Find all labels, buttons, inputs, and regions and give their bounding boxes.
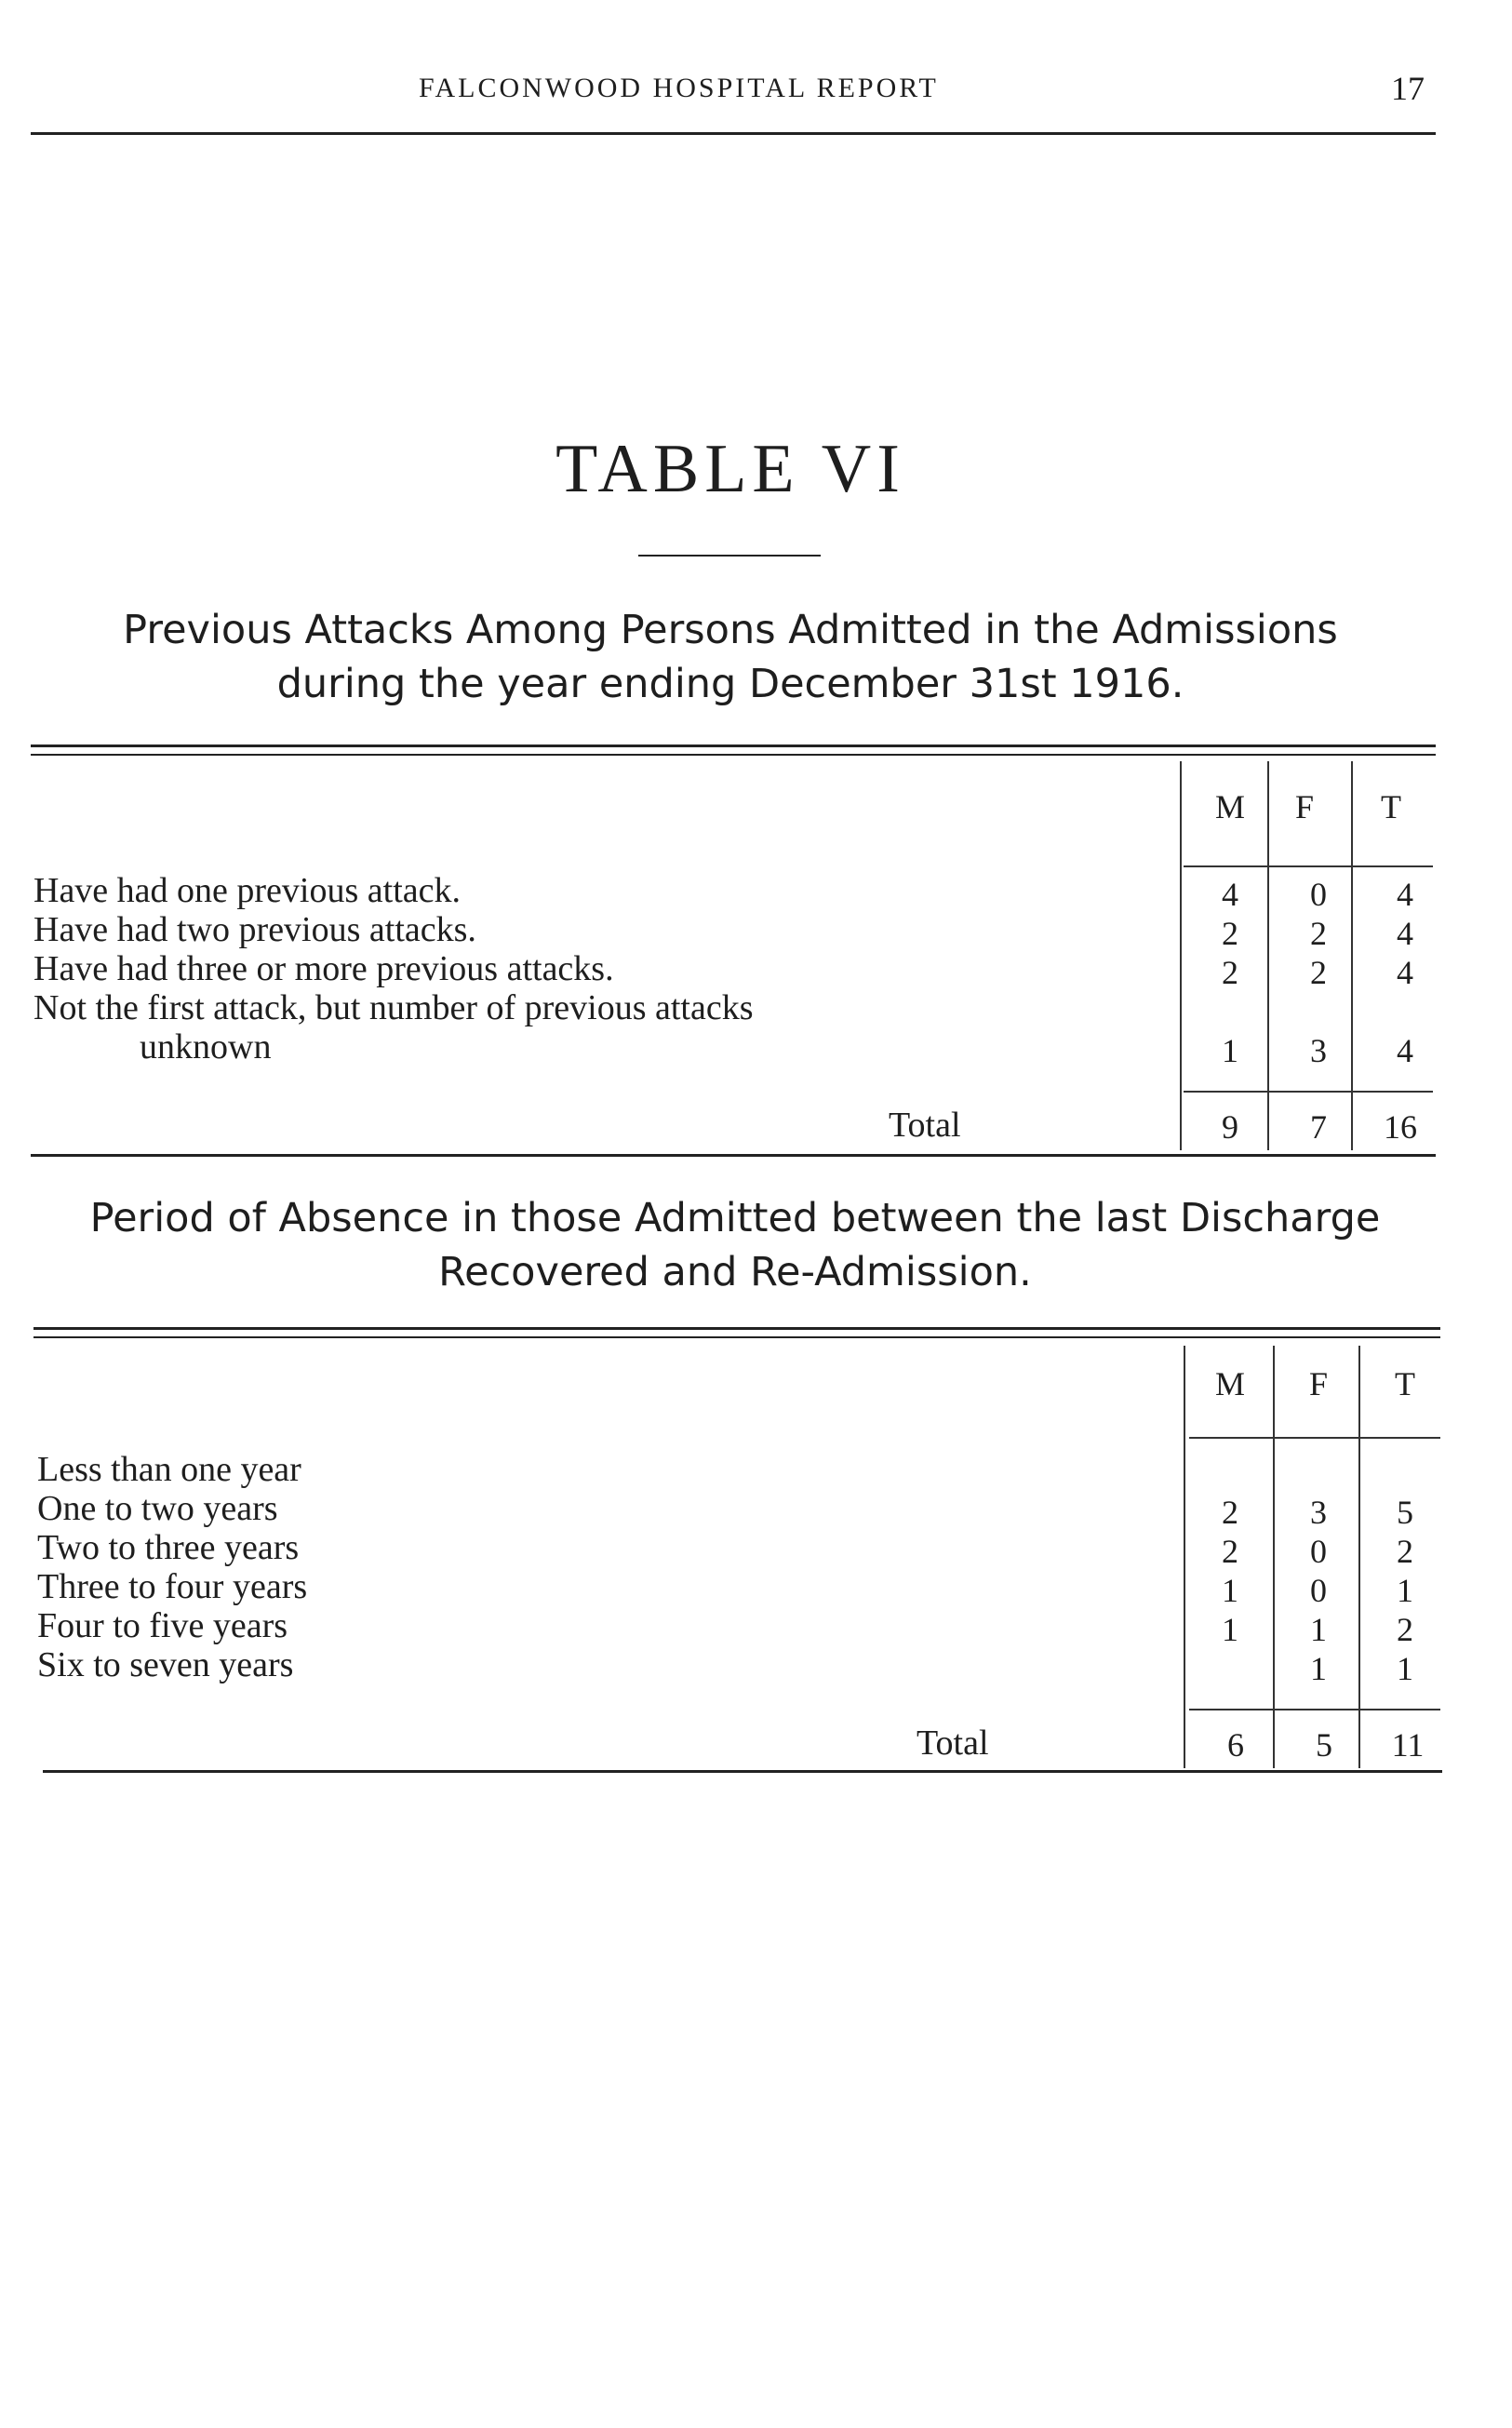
table2-row-2-m: 2 bbox=[1222, 1494, 1238, 1531]
table2-row-6-t: 1 bbox=[1397, 1650, 1413, 1687]
table1-col-line-1 bbox=[1180, 761, 1182, 1150]
table1-bottom-rule bbox=[31, 1154, 1436, 1157]
table2-row-6-f: 1 bbox=[1310, 1650, 1327, 1687]
table1-top-rule-2 bbox=[31, 754, 1436, 756]
table2-row-2-f: 3 bbox=[1310, 1494, 1327, 1531]
table2-col-head-m: M bbox=[1214, 1365, 1245, 1402]
header-rule bbox=[31, 132, 1436, 135]
table1-row-3-m: 2 bbox=[1222, 954, 1238, 991]
table1-total-f: 7 bbox=[1310, 1108, 1327, 1146]
table2-col-head-t: T bbox=[1395, 1365, 1415, 1402]
table1-total-label: Total bbox=[889, 1106, 961, 1145]
table1-row-1-t: 4 bbox=[1397, 876, 1413, 913]
table2-row-6-label: Six to seven years bbox=[37, 1645, 294, 1684]
page-number: 17 bbox=[1391, 70, 1425, 107]
table2-total-label: Total bbox=[917, 1724, 989, 1763]
table-title: TABLE VI bbox=[555, 431, 905, 507]
table2-col-line-1 bbox=[1184, 1346, 1185, 1768]
table2-row-5-f: 1 bbox=[1310, 1611, 1327, 1648]
table2-row-5-label: Four to five years bbox=[37, 1606, 288, 1645]
table2-caption-line2: Recovered and Re-Admission. bbox=[438, 1249, 1032, 1295]
table2-row-4-f: 0 bbox=[1310, 1572, 1327, 1609]
table2-total-f: 5 bbox=[1316, 1726, 1332, 1764]
table1-row-1-m: 4 bbox=[1222, 876, 1238, 913]
table1-row-2-m: 2 bbox=[1222, 915, 1238, 952]
table2-top-rule-1 bbox=[33, 1327, 1440, 1330]
table2-bottom-rule bbox=[43, 1770, 1442, 1773]
table2-row-5-t: 2 bbox=[1397, 1611, 1413, 1648]
table1-col-head-f: F bbox=[1294, 788, 1315, 825]
table2-row-5-m: 1 bbox=[1222, 1611, 1238, 1648]
table1-caption-line2: during the year ending December 31st 1916. bbox=[276, 661, 1184, 707]
table1-row-2-t: 4 bbox=[1397, 915, 1413, 952]
table1-row-2-f: 2 bbox=[1310, 915, 1327, 952]
table1-total-rule bbox=[1184, 1091, 1433, 1093]
table1-col-head-m: M bbox=[1214, 788, 1245, 825]
table2-row-2-label: One to two years bbox=[37, 1489, 278, 1528]
table1-top-rule-1 bbox=[31, 744, 1436, 747]
table2-total-m: 6 bbox=[1227, 1726, 1244, 1764]
table1-row-4-t: 4 bbox=[1397, 1032, 1413, 1069]
table2-row-1-label: Less than one year bbox=[37, 1450, 301, 1489]
table2-col-head-f: F bbox=[1308, 1365, 1329, 1402]
table1-row-3-f: 2 bbox=[1310, 954, 1327, 991]
table1-row-3-label: Have had three or more previous attacks. bbox=[33, 949, 614, 988]
table1-row-1-label: Have had one previous attack. bbox=[33, 871, 461, 910]
table2-row-2-t: 5 bbox=[1397, 1494, 1413, 1531]
table2-row-4-t: 1 bbox=[1397, 1572, 1413, 1609]
table2-row-3-f: 0 bbox=[1310, 1533, 1327, 1570]
title-underline bbox=[638, 555, 821, 557]
table1-caption-line1: Previous Attacks Among Persons Admitted in the Admissions bbox=[123, 607, 1338, 653]
table2-caption-line1: Period of Absence in those Admitted between the last Discharge bbox=[89, 1195, 1381, 1241]
table1-total-t: 16 bbox=[1384, 1108, 1417, 1146]
table2-col-line-2 bbox=[1273, 1346, 1275, 1768]
table2-total-rule bbox=[1189, 1709, 1440, 1710]
table1-row-3-t: 4 bbox=[1397, 954, 1413, 991]
table2-row-4-m: 1 bbox=[1222, 1572, 1238, 1609]
table1-row-2-label: Have had two previous attacks. bbox=[33, 910, 476, 949]
table1-total-m: 9 bbox=[1222, 1108, 1238, 1146]
table2-head-underline bbox=[1189, 1437, 1440, 1439]
table2-total-t: 11 bbox=[1391, 1726, 1425, 1764]
table1-row-4-m: 1 bbox=[1222, 1032, 1238, 1069]
table2-top-rule-2 bbox=[33, 1336, 1440, 1338]
table1-row-1-f: 0 bbox=[1310, 876, 1327, 913]
table1-row-4-label: Not the first attack, but number of previous attacks bbox=[33, 988, 754, 1027]
table1-row-4-f: 3 bbox=[1310, 1032, 1327, 1069]
table2-row-3-label: Two to three years bbox=[37, 1528, 300, 1567]
running-title: FALCONWOOD HOSPITAL REPORT bbox=[419, 73, 939, 103]
table1-row-4-label-continued: unknown bbox=[140, 1027, 272, 1066]
table2-row-3-t: 2 bbox=[1397, 1533, 1413, 1570]
table2-row-4-label: Three to four years bbox=[37, 1567, 308, 1606]
table1-head-underline bbox=[1184, 865, 1433, 867]
table1-col-head-t: T bbox=[1381, 788, 1401, 825]
table2-row-3-m: 2 bbox=[1222, 1533, 1238, 1570]
